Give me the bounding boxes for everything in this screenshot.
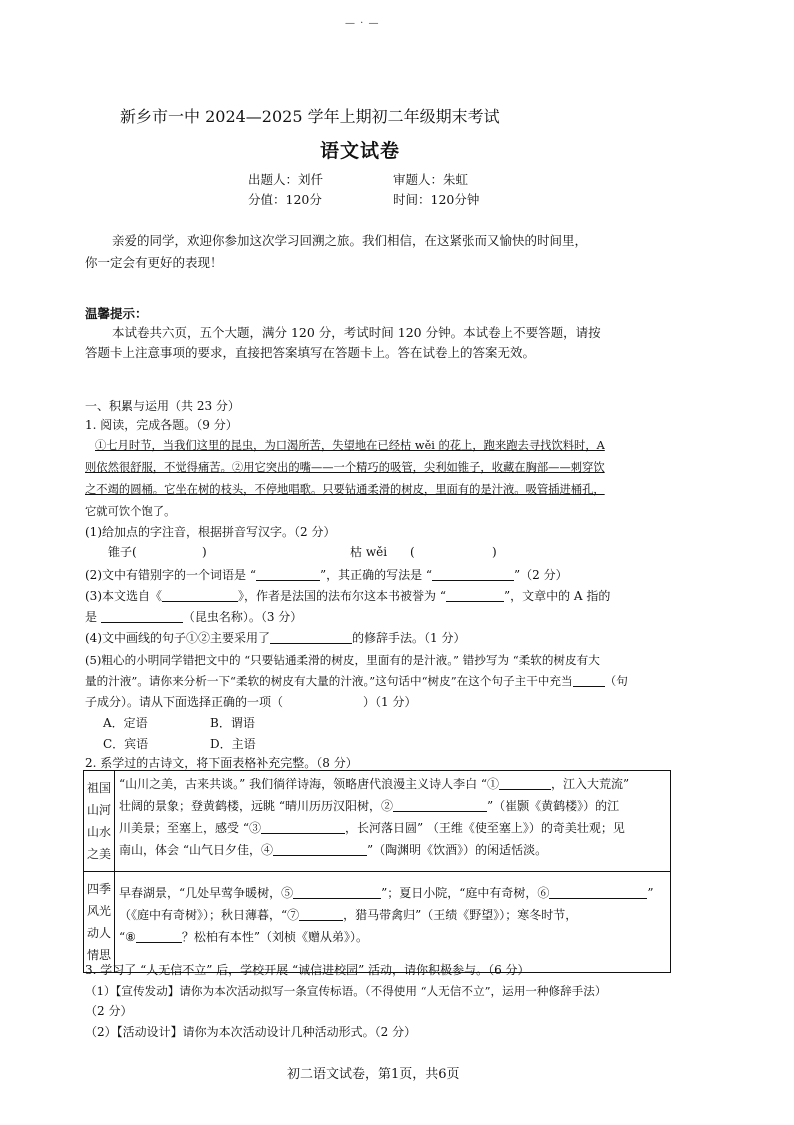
tips-line2: 答题卡上注意事项的要求，直接把答案填写在答题卡上。答在试卷上的答案无效。 [85, 345, 536, 360]
answer-blank[interactable] [393, 797, 487, 812]
table-row [84, 771, 671, 872]
q1-sub4 [85, 628, 465, 648]
setter: 出题人：刘仟 [248, 172, 324, 187]
text: “⑧ [119, 930, 136, 944]
q1-sub2-text-a: (2)文中有错别字的一个词语是 “ [85, 568, 256, 582]
q3-stem: 3. 学习了 “人无信不立” 后，学校开展 “诚信进校园” 活动，请你积极参与。（6 分） [85, 963, 530, 977]
category-text: 祖国 [86, 781, 111, 795]
answer-blank[interactable] [549, 884, 647, 899]
q1-sub3-text-d: 是 [85, 610, 98, 624]
q1-sub5-line2 [85, 671, 628, 691]
q1-sub1-b: 枯 wěi [350, 545, 388, 559]
q1-passage-line2: 则依然很舒服，不觉得痛苦。②用它突出的嘴——一个精巧的吸管，尖利如锥子，收藏在胸部——刺穿饮 [85, 461, 605, 474]
answer-blank[interactable] [293, 884, 381, 899]
q1-passage-line3: 之不竭的圆桶。它坐在树的枝头，不停地唱歌。只要钻通柔滑的树皮，里面有的是汁液。吸管插进桶孔， [85, 483, 605, 496]
q1-sub2 [85, 565, 568, 585]
q3-sub1: （1）【宣传发动】请你为本次活动拟写一条宣传标语。（不得使用 “人无信不立”，运用一种修辞手法） [85, 984, 607, 998]
text: 壮阔的景象；登黄鹤楼，远眺 “晴川历历汉阳树，② [119, 799, 393, 813]
q1-sub1-b-close: ) [492, 545, 497, 559]
answer-blank[interactable] [162, 587, 238, 602]
answer-blank[interactable] [299, 906, 343, 921]
text: ，猎马带禽归”（王绩《野望》）；寒冬时节， [343, 908, 578, 922]
text: ，长河落日圆” （王维《使至塞上》）的奇美壮观；见 [344, 821, 625, 835]
category-cell [84, 872, 115, 973]
content-line [119, 926, 666, 948]
time: 时间：120分钟 [393, 192, 480, 207]
page-footer: 初二语文试卷，第1页，共6页 [287, 1067, 460, 1082]
text: ”（崔颢《黄鹤楼》）的江 [486, 799, 620, 813]
poem-table [83, 770, 671, 973]
option-a: A．定语 [103, 716, 148, 730]
q1-passage-line1: ①七月时节，当我们这里的昆虫，为口渴所苦，失望地在已经枯 wěi 的花上，跑来跑去寻找饮料时，A [95, 439, 605, 452]
answer-blank[interactable] [499, 775, 551, 790]
tips-line1: 本试卷共六页，五个大题，满分 120 分，考试时间 120 分钟。本试卷上不要答题，请按 [112, 325, 601, 340]
greeting-line1: 亲爱的同学，欢迎你参加这次学习回溯之旅。我们相信，在这紧张而又愉快的时间里， [112, 233, 588, 248]
header-stamp: — · — [345, 18, 380, 29]
greeting-line2: 你一定会有更好的表现！ [85, 255, 223, 270]
q1-sub5-line3 [85, 692, 416, 712]
content-line [119, 795, 666, 817]
answer-blank[interactable] [270, 629, 352, 644]
option-c: C．宾语 [103, 737, 149, 751]
q1-sub3-text-c: ”，文章中的 A 指的 [503, 589, 611, 603]
section1-heading: 一、积累与运用（共 23 分） [85, 399, 240, 413]
q3-sub1-score: （2 分） [85, 1004, 133, 1018]
answer-blank[interactable] [101, 608, 183, 623]
q1-sub2-text-b: ”，其正确的写法是 “ [319, 568, 433, 582]
content-line [119, 904, 666, 926]
q1-sub1-a-close: ) [202, 545, 207, 559]
q1-sub1-a: 锥子( [108, 545, 137, 559]
category-text: 山河 [86, 803, 111, 817]
table-row [84, 872, 671, 973]
content-line [119, 773, 666, 795]
tips-label: 温馨提示： [85, 306, 148, 321]
q1-sub3-text-b: 》，作者是法国的法布尔这本书被誉为 “ [238, 589, 446, 603]
content-line [119, 839, 666, 861]
q3-sub2: （2）【活动设计】请你为本次活动设计几种活动形式。（2 分） [85, 1025, 417, 1039]
q1-sub4-text-a: (4)文中画线的句子①②主要采用了 [85, 631, 270, 645]
q2-stem: 2. 系学过的古诗文，将下面表格补充完整。（8 分） [85, 756, 358, 770]
text: ，江入大荒流” [551, 777, 630, 791]
content-line [119, 882, 666, 904]
q1-sub5-text-3b: ）（1 分） [363, 695, 417, 709]
text: “山川之美，古来共谈。” 我们徜徉诗海，领略唐代浪漫主义诗人李白 “① [119, 777, 500, 791]
q1-sub5-text-2b: （句 [604, 674, 628, 688]
q1-sub4-text-b: 的修辞手法。（1 分） [352, 631, 466, 645]
answer-blank[interactable] [261, 819, 345, 834]
text: （《庭中有奇树》）；秋日薄暮，“⑦ [119, 908, 300, 922]
subject-title: 语文试卷 [320, 140, 401, 162]
text: ”；夏日小院，“庭中有奇树，⑥ [381, 886, 550, 900]
q1-sub3-text-e: （昆虫名称）。（3 分） [182, 610, 303, 624]
q1-sub1: (1)给加点的字注音，根据拼音写汉字。（2 分） [85, 525, 336, 539]
category-text: 风光 [86, 904, 111, 918]
answer-blank[interactable] [256, 566, 320, 581]
answer-blank[interactable] [432, 566, 514, 581]
category-text: 山水 [86, 825, 111, 839]
q1-sub3 [85, 586, 610, 606]
q1-passage-line4: 它就可饮个饱了。 [85, 505, 176, 518]
text: ” [647, 886, 654, 900]
category-text: 动人 [86, 926, 111, 940]
content-cell [115, 872, 671, 973]
category-cell [84, 771, 115, 872]
option-d: D．主语 [210, 737, 256, 751]
answer-blank[interactable] [136, 928, 182, 943]
q1-sub3-text-a: (3)本文选自《 [85, 589, 162, 603]
category-text: 四季 [86, 882, 111, 896]
q1-sub5-text-3a: 子成分）。请从下面选择正确的一项（ [85, 695, 284, 709]
q1-stem: 1. 阅读，完成各题。（9 分） [85, 418, 238, 432]
exam-title: 新乡市一中 2024—2025 学年上期初二年级期末考试 [120, 107, 500, 126]
text: 川美景；至塞上，感受 “③ [119, 821, 261, 835]
answer-blank[interactable] [573, 672, 605, 687]
q1-sub2-text-c: ”（2 分） [514, 568, 568, 582]
content-cell [115, 771, 671, 872]
q1-sub5-line1: (5)粗心的小明同学错把文中的 “只要钻通柔滑的树皮，里面有的是汁液。” 错抄写为 “柔软的树皮有大 [85, 653, 600, 667]
category-text: 之美 [86, 847, 111, 861]
score: 分值：120分 [248, 192, 322, 207]
text: 早春湖景，“几处早莺争暖树，⑤ [119, 886, 294, 900]
answer-blank[interactable] [273, 841, 367, 856]
answer-blank[interactable] [446, 587, 504, 602]
content-line [119, 817, 666, 839]
text: ？松柏有本性”（刘桢《赠从弟》）。 [181, 930, 369, 944]
option-b: B．谓语 [210, 716, 255, 730]
q1-sub5-text-2a: 量的汁液”。请你来分析一下“柔软的树皮有大量的汁液。”这句话中“树皮”在这个句子主干中充当 [85, 674, 573, 688]
category-text: 情思 [86, 948, 111, 962]
reviewer: 审题人：朱虹 [393, 172, 469, 187]
text: ”（陶渊明《饮酒》）的闲适恬淡。 [366, 843, 548, 857]
q1-sub3-cont [85, 607, 302, 627]
q1-sub1-b-open: ( [410, 545, 415, 559]
text: 南山，体会 “山气日夕佳，④ [119, 843, 273, 857]
